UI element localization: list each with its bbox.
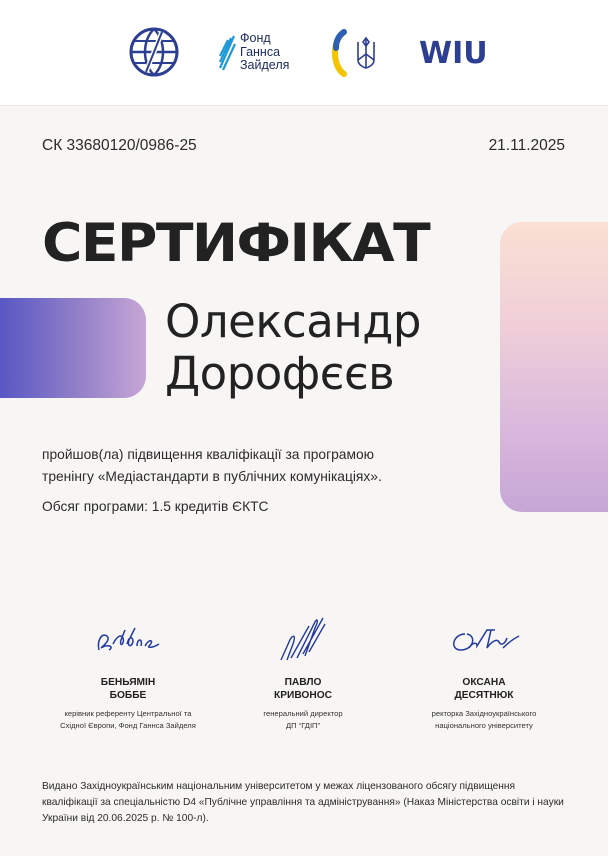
description-line-2: тренінгу «Медіастандарти в публічних комунікаціях». bbox=[42, 469, 382, 484]
foundation-name: Фонд Ганнса Зайделя bbox=[240, 31, 290, 72]
signatory-first-name: БЕНЬЯМІН bbox=[100, 677, 156, 688]
signature-image bbox=[275, 614, 331, 664]
decorative-gradient-right bbox=[500, 222, 608, 512]
certificate-description bbox=[42, 444, 512, 488]
signatory-role-line: національного університету bbox=[435, 721, 533, 730]
signatory-name bbox=[50, 676, 206, 702]
signatory-role bbox=[50, 708, 206, 732]
signatory-role bbox=[404, 708, 564, 732]
signatory-block bbox=[50, 624, 206, 732]
recipient-first-name: Олександр bbox=[165, 295, 421, 348]
certificate-number: СК 33680120/0986-25 bbox=[42, 137, 197, 154]
certificate-title: СЕРТИФІКАТ bbox=[42, 213, 430, 274]
signatory-role-line: ректорка Західноукраїнського bbox=[431, 709, 537, 718]
signature-image bbox=[447, 624, 521, 654]
issuance-note: Видано Західноукраїнським національним університетом у межах ліцензованого обсягу підвищення кваліфікації за спеціальністю D4 «Публічне управління та адміністрування» (Наказ Міністерства освіти і науки України від 20.06.2025 р. № 100-л). bbox=[42, 781, 564, 824]
signatory-role-line: керівник референту Центральної та bbox=[64, 709, 192, 718]
signature-image bbox=[93, 624, 163, 654]
decorative-gradient-left bbox=[0, 298, 146, 398]
certificate-date: 21.11.2025 bbox=[488, 137, 565, 154]
signatory-role bbox=[228, 708, 378, 732]
signatory-block bbox=[404, 624, 564, 732]
signatory-name bbox=[228, 676, 378, 702]
recipient-name bbox=[165, 296, 421, 400]
signatory-first-name: ПАВЛО bbox=[284, 677, 322, 688]
signatory-role-line: ДП “ГДІП” bbox=[285, 721, 321, 730]
signatory-first-name: ОКСАНА bbox=[462, 677, 506, 688]
certificate-header bbox=[0, 0, 608, 106]
signatory-last-name: КРИВОНОС bbox=[273, 690, 332, 701]
signatory-last-name: ДЕСЯТНЮК bbox=[454, 690, 514, 701]
signatory-block bbox=[228, 624, 378, 732]
signatory-role-line: Східної Європи, Фонд Ганнса Зайделя bbox=[60, 721, 196, 730]
foundation-mark-icon bbox=[218, 34, 236, 72]
signatory-name bbox=[404, 676, 564, 702]
wiu-logo bbox=[419, 35, 488, 71]
description-line-1: пройшов(ла) підвищення кваліфікації за програмою bbox=[42, 447, 374, 462]
globe-emblem-icon bbox=[128, 26, 180, 78]
recipient-last-name: Дорофєєв bbox=[165, 347, 395, 400]
wiu-logo-text: WIU bbox=[419, 36, 488, 71]
program-credits: Обсяг програми: 1.5 кредитів ЄКТС bbox=[42, 499, 269, 514]
signatory-last-name: БОББЕ bbox=[109, 690, 147, 701]
hanns-seidel-foundation-logo bbox=[218, 32, 298, 74]
ukraine-trident-logo bbox=[330, 28, 380, 78]
signatory-role-line: генеральний директор bbox=[263, 709, 343, 718]
